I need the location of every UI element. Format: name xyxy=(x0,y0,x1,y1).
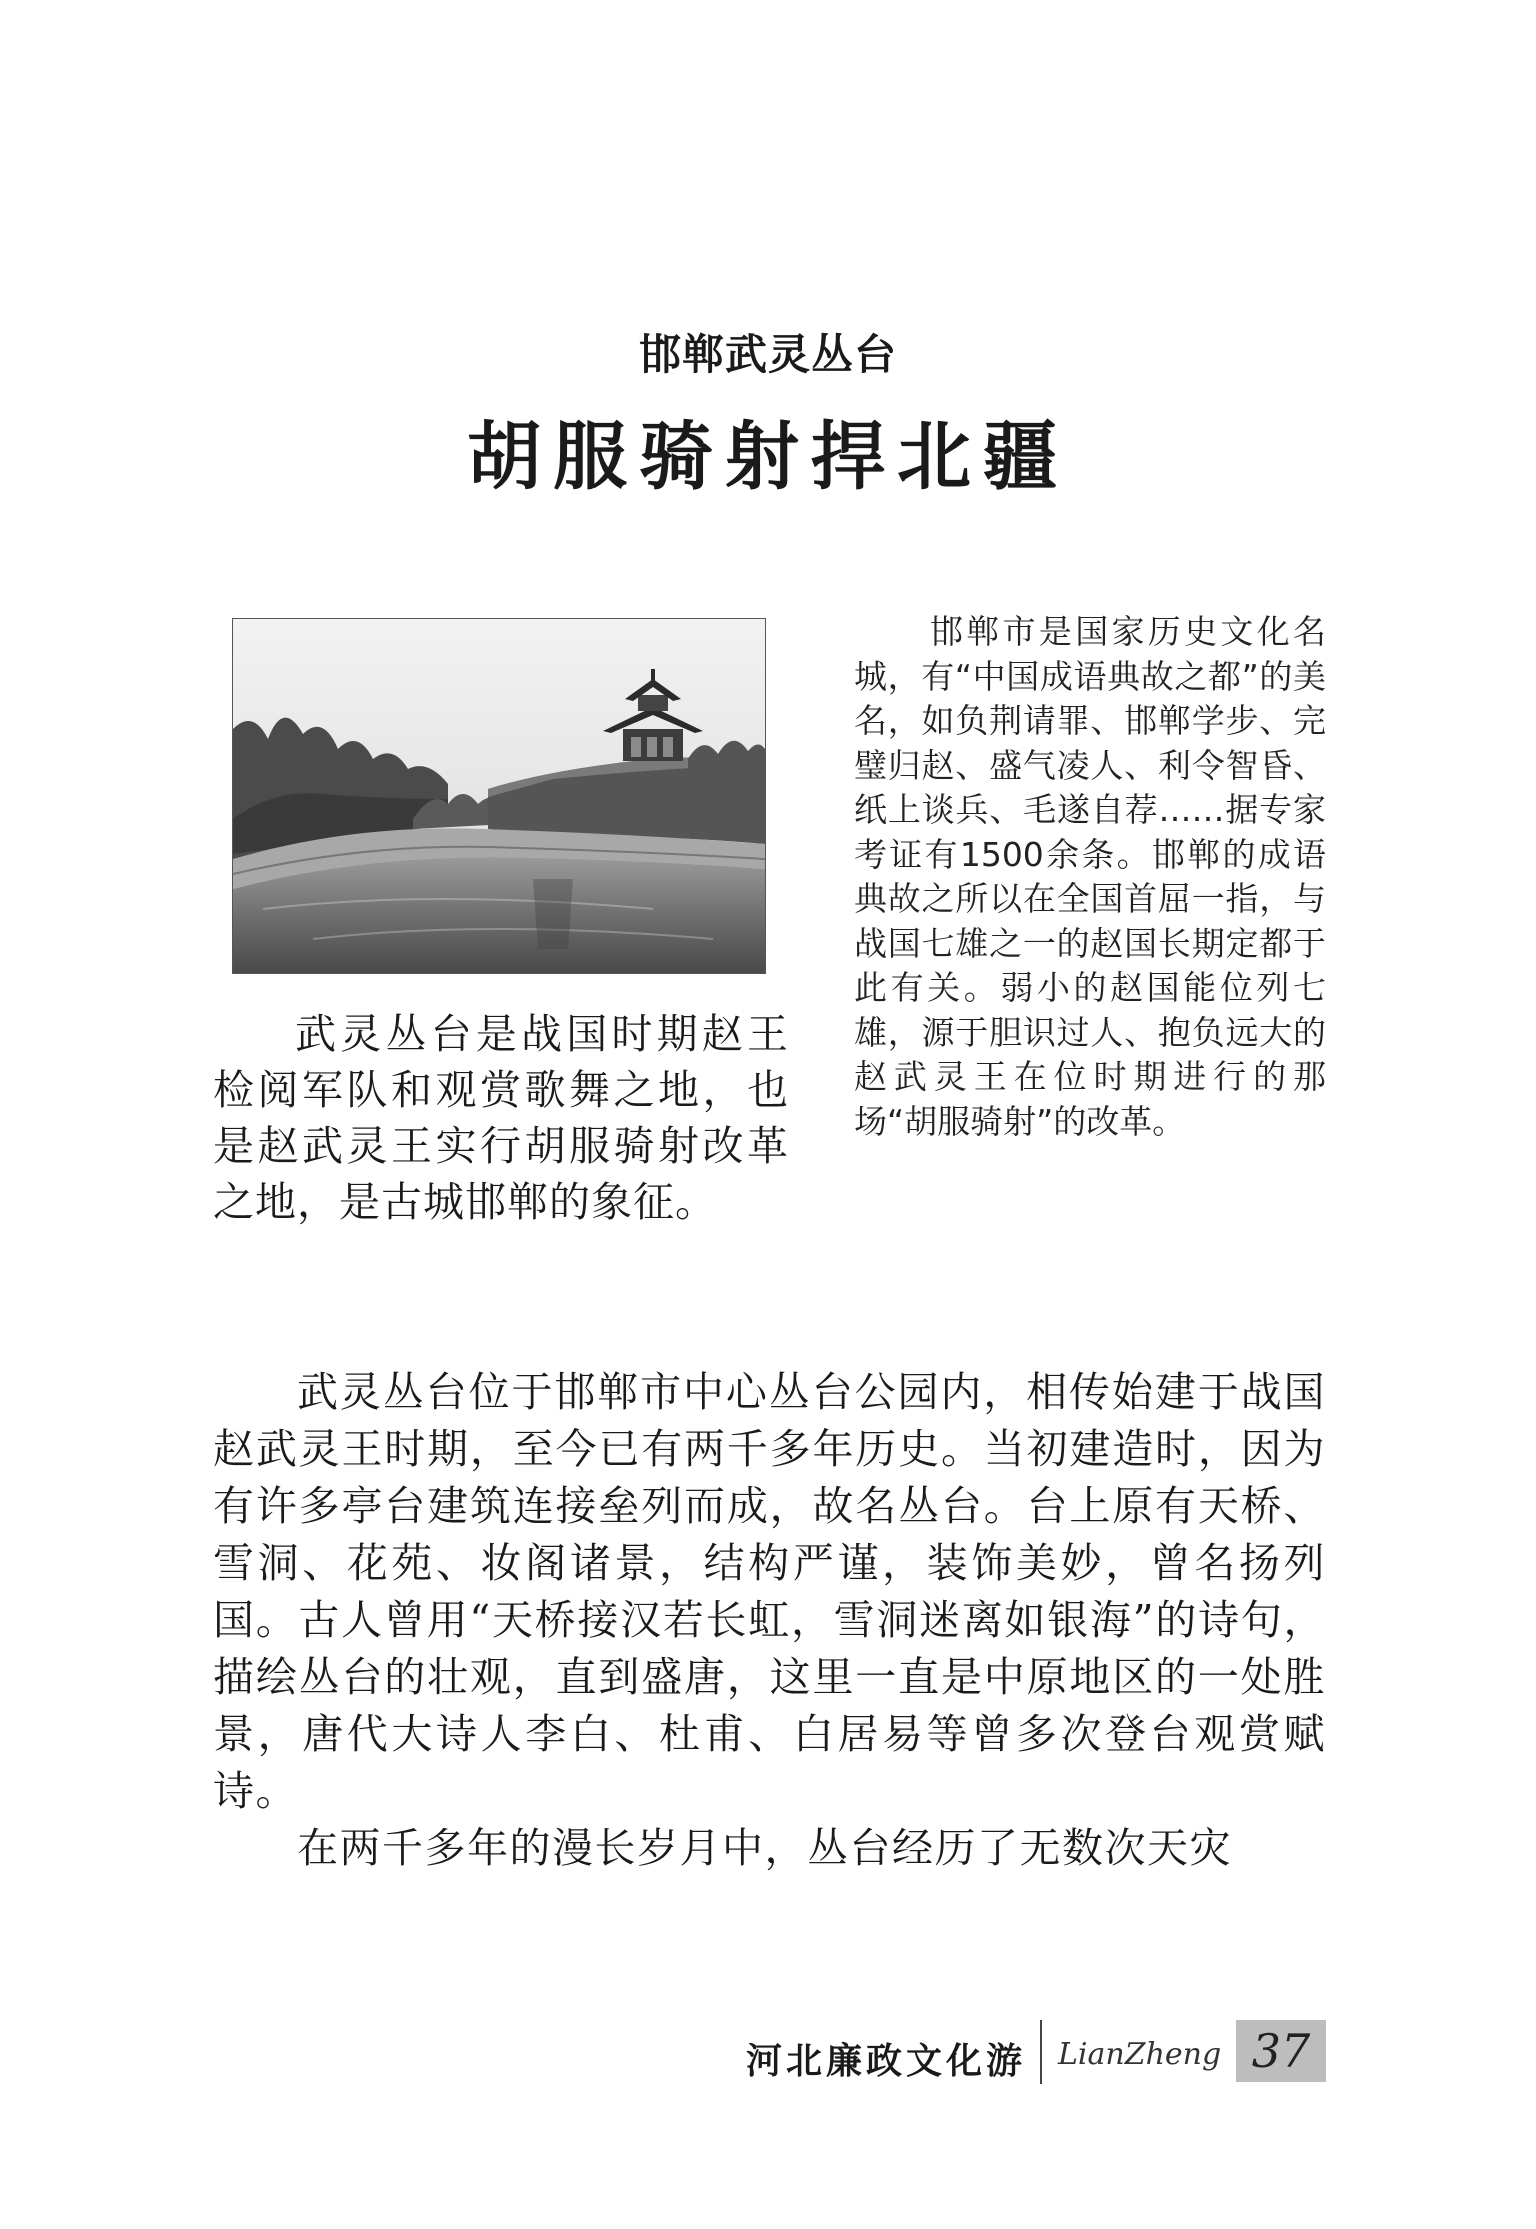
footer-divider xyxy=(1040,2020,1042,2084)
sidebar-note: 邯郸市是国家历史文化名城，有“中国成语典故之都”的美名，如负荆请罪、邯郸学步、完璧归赵、盛气凌人、利令智昏、纸上谈兵、毛遂自荐……据专家考证有1500余条。邯郸的成语典故之所以在全国首屈一指，与战国七雄之一的赵国长期定都于此有关。弱小的赵国能位列七雄，源于胆识过人、抱负远大的赵武灵王在位时期进行的那场“胡服骑射”的改革。 xyxy=(854,612,1326,1141)
footer-series-name: LianZheng xyxy=(1058,2037,1222,2072)
page-number: 37 xyxy=(1236,2020,1326,2082)
footer-book-title: 河北廉政文化游 xyxy=(745,2041,1026,2082)
body-paragraph: 武灵丛台位于邯郸市中心丛台公园内，相传始建于战国赵武灵王时期，至今已有两千多年历史。当初建造时，因为有许多亭台建筑连接垒列而成，故名丛台。台上原有天桥、雪洞、花苑、妆阁诸景，结构严谨，装饰美妙，曾名扬列国。古人曾用“天桥接汉若长虹，雪洞迷离如银海”的诗句，描绘丛台的壮观，直到盛唐，这里一直是中原地区的一处胜景，唐代大诗人李白、杜甫、白居易等曾多次登台观赏赋诗。 xyxy=(213,1368,1326,1815)
photo-illustration xyxy=(233,619,765,973)
article-title: 胡服骑射捍北疆 xyxy=(467,414,1069,500)
pavilion-moat-photo xyxy=(232,618,766,974)
intro-paragraph: 武灵丛台是战国时期赵王检阅军队和观赏歌舞之地，也是赵武灵王实行胡服骑射改革之地，是古城邯郸的象征。 xyxy=(213,1010,789,1226)
body-text xyxy=(213,1364,1326,1877)
article-subtitle: 邯郸武灵丛台 xyxy=(638,330,897,379)
body-paragraph: 在两千多年的漫长岁月中，丛台经历了无数次天灾 xyxy=(297,1824,1232,1872)
